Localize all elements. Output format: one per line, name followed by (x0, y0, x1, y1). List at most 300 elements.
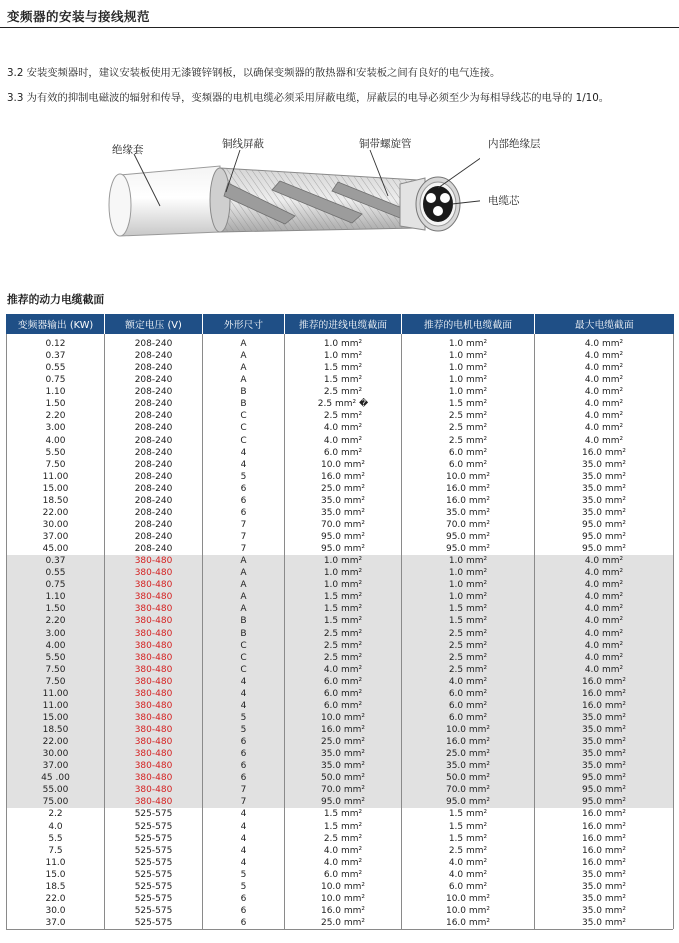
cell-motor-cable: 1.0 mm² (402, 350, 535, 362)
table-row (7, 905, 674, 917)
table-row (7, 917, 674, 929)
cell-voltage: 208-240 (105, 483, 203, 495)
cell-input-cable: 70.0 mm² (285, 784, 402, 796)
cell-voltage: 208-240 (105, 543, 203, 555)
table-row (7, 628, 674, 640)
cell-motor-cable: 16.0 mm² (402, 483, 535, 495)
cell-output-kw: 15.00 (7, 712, 105, 724)
group-208-240 (7, 334, 674, 555)
cell-max-cable: 4.0 mm² (535, 555, 674, 567)
cell-input-cable: 35.0 mm² (285, 495, 402, 507)
cell-frame: A (203, 591, 285, 603)
cell-output-kw: 7.50 (7, 664, 105, 676)
cell-voltage: 380-480 (105, 555, 203, 567)
cell-voltage: 525-575 (105, 881, 203, 893)
cell-voltage: 525-575 (105, 845, 203, 857)
cell-output-kw: 18.50 (7, 724, 105, 736)
page-title: 变频器的安装与接线规范 (7, 9, 151, 24)
cell-voltage: 208-240 (105, 495, 203, 507)
cell-frame: A (203, 579, 285, 591)
cell-max-cable: 4.0 mm² (535, 398, 674, 410)
cell-motor-cable: 2.5 mm² (402, 410, 535, 422)
cell-motor-cable: 1.0 mm² (402, 591, 535, 603)
cell-output-kw: 5.5 (7, 833, 105, 845)
cell-max-cable: 35.0 mm² (535, 748, 674, 760)
table-row (7, 857, 674, 869)
cell-voltage: 208-240 (105, 350, 203, 362)
cell-voltage: 208-240 (105, 519, 203, 531)
cell-motor-cable: 2.5 mm² (402, 640, 535, 652)
paragraph-3-3: 3.3 为有效的抑制电磁波的辐射和传导，变频器的电机电缆必须采用屏蔽电缆，屏蔽层的电导必须至少为每相导线芯的电导的 1/10。 (7, 92, 610, 104)
cell-output-kw: 1.10 (7, 386, 105, 398)
cell-frame: 6 (203, 748, 285, 760)
cell-voltage: 380-480 (105, 784, 203, 796)
cell-output-kw: 22.0 (7, 893, 105, 905)
table-row (7, 808, 674, 820)
cell-voltage: 525-575 (105, 833, 203, 845)
cell-max-cable: 95.0 mm² (535, 784, 674, 796)
cell-max-cable: 4.0 mm² (535, 664, 674, 676)
table-row (7, 374, 674, 386)
cell-frame: B (203, 615, 285, 627)
cell-input-cable: 1.5 mm² (285, 615, 402, 627)
cell-voltage: 380-480 (105, 567, 203, 579)
table-row (7, 422, 674, 434)
cell-output-kw: 4.0 (7, 821, 105, 833)
table-row (7, 555, 674, 567)
cell-output-kw: 18.5 (7, 881, 105, 893)
cell-input-cable: 10.0 mm² (285, 881, 402, 893)
cell-motor-cable: 6.0 mm² (402, 881, 535, 893)
cell-input-cable: 2.5 mm² (285, 833, 402, 845)
cell-motor-cable: 35.0 mm² (402, 507, 535, 519)
header-output-kw: 变频器输出 (KW) (7, 314, 105, 334)
table-row (7, 700, 674, 712)
cell-max-cable: 4.0 mm² (535, 567, 674, 579)
cell-voltage: 208-240 (105, 459, 203, 471)
cell-max-cable: 35.0 mm² (535, 459, 674, 471)
cell-output-kw: 11.00 (7, 471, 105, 483)
cell-output-kw: 7.50 (7, 459, 105, 471)
cell-motor-cable: 1.0 mm² (402, 334, 535, 350)
cell-motor-cable: 2.5 mm² (402, 435, 535, 447)
cell-motor-cable: 6.0 mm² (402, 688, 535, 700)
table-row (7, 410, 674, 422)
table-row (7, 772, 674, 784)
table-row (7, 603, 674, 615)
cell-frame: 4 (203, 857, 285, 869)
cell-frame: 4 (203, 821, 285, 833)
cell-input-cable: 1.5 mm² (285, 374, 402, 386)
cell-input-cable: 4.0 mm² (285, 422, 402, 434)
cell-input-cable: 35.0 mm² (285, 748, 402, 760)
cell-input-cable: 50.0 mm² (285, 772, 402, 784)
cell-frame: 5 (203, 471, 285, 483)
cell-max-cable: 4.0 mm² (535, 591, 674, 603)
group-380-480 (7, 555, 674, 808)
cell-output-kw: 4.00 (7, 435, 105, 447)
cell-output-kw: 11.0 (7, 857, 105, 869)
cell-voltage: 380-480 (105, 724, 203, 736)
cell-max-cable: 35.0 mm² (535, 507, 674, 519)
cell-input-cable: 25.0 mm² (285, 736, 402, 748)
cell-voltage: 380-480 (105, 579, 203, 591)
cell-max-cable: 35.0 mm² (535, 724, 674, 736)
cell-frame: 6 (203, 760, 285, 772)
cell-motor-cable: 1.5 mm² (402, 821, 535, 833)
cell-frame: A (203, 567, 285, 579)
cell-max-cable: 4.0 mm² (535, 579, 674, 591)
cell-motor-cable: 6.0 mm² (402, 700, 535, 712)
cell-output-kw: 7.5 (7, 845, 105, 857)
cell-input-cable: 10.0 mm² (285, 893, 402, 905)
table-row (7, 784, 674, 796)
cell-frame: 6 (203, 483, 285, 495)
cell-output-kw: 55.00 (7, 784, 105, 796)
cell-input-cable: 1.5 mm² (285, 808, 402, 820)
cell-voltage: 380-480 (105, 712, 203, 724)
cell-output-kw: 11.00 (7, 700, 105, 712)
cell-motor-cable: 25.0 mm² (402, 748, 535, 760)
cell-motor-cable: 95.0 mm² (402, 796, 535, 808)
cell-voltage: 208-240 (105, 507, 203, 519)
cell-input-cable: 35.0 mm² (285, 760, 402, 772)
cell-frame: 4 (203, 459, 285, 471)
cell-max-cable: 4.0 mm² (535, 652, 674, 664)
cell-voltage: 208-240 (105, 374, 203, 386)
cell-max-cable: 16.0 mm² (535, 857, 674, 869)
cell-voltage: 208-240 (105, 386, 203, 398)
cell-output-kw: 2.20 (7, 410, 105, 422)
cell-max-cable: 35.0 mm² (535, 483, 674, 495)
cell-max-cable: 16.0 mm² (535, 676, 674, 688)
cell-frame: 4 (203, 700, 285, 712)
table-row (7, 567, 674, 579)
cell-max-cable: 95.0 mm² (535, 531, 674, 543)
cell-frame: C (203, 435, 285, 447)
table-row (7, 543, 674, 555)
cell-voltage: 208-240 (105, 422, 203, 434)
cell-input-cable: 10.0 mm² (285, 459, 402, 471)
table-row (7, 893, 674, 905)
cell-motor-cable: 95.0 mm² (402, 531, 535, 543)
cell-output-kw: 37.00 (7, 760, 105, 772)
cell-voltage: 380-480 (105, 615, 203, 627)
cell-output-kw: 0.37 (7, 555, 105, 567)
table-row (7, 519, 674, 531)
power-cable-table (6, 314, 674, 929)
cell-output-kw: 22.00 (7, 736, 105, 748)
cell-input-cable: 1.0 mm² (285, 567, 402, 579)
cell-motor-cable: 2.5 mm² (402, 422, 535, 434)
cell-motor-cable: 6.0 mm² (402, 447, 535, 459)
cell-input-cable: 35.0 mm² (285, 507, 402, 519)
cell-output-kw: 30.00 (7, 748, 105, 760)
cell-output-kw: 1.50 (7, 398, 105, 410)
cell-max-cable: 16.0 mm² (535, 808, 674, 820)
cell-output-kw: 15.00 (7, 483, 105, 495)
cell-voltage: 380-480 (105, 688, 203, 700)
cell-output-kw: 22.00 (7, 507, 105, 519)
cell-motor-cable: 1.5 mm² (402, 615, 535, 627)
cell-max-cable: 16.0 mm² (535, 845, 674, 857)
cell-motor-cable: 10.0 mm² (402, 893, 535, 905)
header-max-cable: 最大电缆截面 (535, 314, 674, 334)
cell-max-cable: 4.0 mm² (535, 334, 674, 350)
cell-motor-cable: 6.0 mm² (402, 712, 535, 724)
table-row (7, 869, 674, 881)
cell-input-cable: 16.0 mm² (285, 724, 402, 736)
cell-frame: 7 (203, 784, 285, 796)
cell-voltage: 380-480 (105, 748, 203, 760)
cell-input-cable: 4.0 mm² (285, 435, 402, 447)
cell-output-kw: 5.50 (7, 447, 105, 459)
table-row (7, 845, 674, 857)
title-divider (0, 27, 679, 28)
cell-input-cable: 4.0 mm² (285, 664, 402, 676)
cell-frame: B (203, 386, 285, 398)
table-row (7, 760, 674, 772)
cell-voltage: 380-480 (105, 700, 203, 712)
cell-voltage: 380-480 (105, 772, 203, 784)
table-row (7, 435, 674, 447)
cell-frame: 4 (203, 808, 285, 820)
cell-output-kw: 0.55 (7, 567, 105, 579)
cell-input-cable: 2.5 mm² (285, 628, 402, 640)
table-row (7, 459, 674, 471)
cell-input-cable: 6.0 mm² (285, 447, 402, 459)
cell-motor-cable: 2.5 mm² (402, 628, 535, 640)
cell-frame: A (203, 374, 285, 386)
cell-output-kw: 45 .00 (7, 772, 105, 784)
table-row (7, 748, 674, 760)
cell-input-cable: 6.0 mm² (285, 676, 402, 688)
cell-voltage: 525-575 (105, 869, 203, 881)
cell-voltage: 208-240 (105, 410, 203, 422)
cell-voltage: 525-575 (105, 905, 203, 917)
cell-output-kw: 45.00 (7, 543, 105, 555)
cell-input-cable: 1.0 mm² (285, 334, 402, 350)
label-copper-braid-shield: 铜线屏蔽 (222, 138, 264, 150)
cell-frame: C (203, 652, 285, 664)
cell-input-cable: 6.0 mm² (285, 700, 402, 712)
table-row (7, 591, 674, 603)
cell-voltage: 525-575 (105, 821, 203, 833)
cell-motor-cable: 1.5 mm² (402, 808, 535, 820)
cell-frame: 4 (203, 845, 285, 857)
cell-motor-cable: 10.0 mm² (402, 471, 535, 483)
cell-input-cable: 70.0 mm² (285, 519, 402, 531)
table-row (7, 531, 674, 543)
cell-input-cable: 95.0 mm² (285, 531, 402, 543)
cell-max-cable: 35.0 mm² (535, 736, 674, 748)
table-bottom-border (6, 929, 673, 930)
cell-input-cable: 2.5 mm² (285, 386, 402, 398)
cell-max-cable: 95.0 mm² (535, 772, 674, 784)
cell-motor-cable: 1.0 mm² (402, 567, 535, 579)
cell-output-kw: 3.00 (7, 628, 105, 640)
cell-max-cable: 4.0 mm² (535, 386, 674, 398)
cell-motor-cable: 10.0 mm² (402, 905, 535, 917)
label-inner-insulation: 内部绝缘层 (488, 138, 541, 150)
cell-output-kw: 7.50 (7, 676, 105, 688)
cell-output-kw: 3.00 (7, 422, 105, 434)
table-row (7, 688, 674, 700)
cell-frame: B (203, 628, 285, 640)
cell-max-cable: 4.0 mm² (535, 603, 674, 615)
cell-max-cable: 35.0 mm² (535, 760, 674, 772)
cell-frame: 7 (203, 519, 285, 531)
cell-max-cable: 4.0 mm² (535, 640, 674, 652)
cell-max-cable: 35.0 mm² (535, 869, 674, 881)
cell-output-kw: 0.37 (7, 350, 105, 362)
table-row (7, 712, 674, 724)
cell-max-cable: 4.0 mm² (535, 374, 674, 386)
cell-max-cable: 4.0 mm² (535, 362, 674, 374)
cell-voltage: 525-575 (105, 893, 203, 905)
cell-input-cable: 2.5 mm² (285, 640, 402, 652)
label-insulation-sheath: 绝缘套 (112, 144, 144, 156)
cell-max-cable: 95.0 mm² (535, 796, 674, 808)
cell-motor-cable: 1.5 mm² (402, 398, 535, 410)
cell-input-cable: 1.5 mm² (285, 603, 402, 615)
table-row (7, 447, 674, 459)
cell-output-kw: 37.00 (7, 531, 105, 543)
cell-voltage: 380-480 (105, 603, 203, 615)
cell-input-cable: 16.0 mm² (285, 905, 402, 917)
cell-motor-cable: 2.5 mm² (402, 652, 535, 664)
cell-max-cable: 95.0 mm² (535, 543, 674, 555)
cell-frame: 6 (203, 495, 285, 507)
table-row (7, 652, 674, 664)
cell-motor-cable: 1.0 mm² (402, 579, 535, 591)
table-row (7, 334, 674, 350)
cell-input-cable: 25.0 mm² (285, 917, 402, 929)
cell-max-cable: 16.0 mm² (535, 688, 674, 700)
cell-voltage: 525-575 (105, 808, 203, 820)
cell-output-kw: 37.0 (7, 917, 105, 929)
cell-voltage: 208-240 (105, 435, 203, 447)
header-frame-size: 外形尺寸 (203, 314, 285, 334)
table-row (7, 676, 674, 688)
cell-voltage: 380-480 (105, 591, 203, 603)
table-row (7, 350, 674, 362)
cell-frame: 6 (203, 917, 285, 929)
cell-voltage: 525-575 (105, 917, 203, 929)
cell-input-cable: 25.0 mm² (285, 483, 402, 495)
cell-input-cable: 16.0 mm² (285, 471, 402, 483)
cell-voltage: 208-240 (105, 362, 203, 374)
cell-max-cable: 4.0 mm² (535, 628, 674, 640)
cell-voltage: 380-480 (105, 760, 203, 772)
cell-input-cable: 6.0 mm² (285, 869, 402, 881)
cell-frame: 4 (203, 676, 285, 688)
cell-output-kw: 0.75 (7, 579, 105, 591)
cell-frame: C (203, 664, 285, 676)
cell-voltage: 380-480 (105, 652, 203, 664)
cell-max-cable: 35.0 mm² (535, 917, 674, 929)
label-cable-core: 电缆芯 (488, 195, 520, 207)
cell-max-cable: 35.0 mm² (535, 495, 674, 507)
cell-max-cable: 16.0 mm² (535, 821, 674, 833)
cell-frame: 4 (203, 688, 285, 700)
table-row (7, 724, 674, 736)
cell-frame: C (203, 410, 285, 422)
cell-input-cable: 4.0 mm² (285, 845, 402, 857)
header-motor-cable: 推荐的电机电缆截面 (402, 314, 535, 334)
cell-motor-cable: 35.0 mm² (402, 760, 535, 772)
cell-output-kw: 30.00 (7, 519, 105, 531)
table-row (7, 833, 674, 845)
cell-input-cable: 2.5 mm² � (285, 398, 402, 410)
table-row (7, 615, 674, 627)
table-row (7, 821, 674, 833)
cell-motor-cable: 70.0 mm² (402, 519, 535, 531)
cell-input-cable: 1.0 mm² (285, 579, 402, 591)
cell-motor-cable: 16.0 mm² (402, 495, 535, 507)
cell-voltage: 380-480 (105, 664, 203, 676)
cell-frame: 5 (203, 724, 285, 736)
cell-max-cable: 4.0 mm² (535, 435, 674, 447)
cell-motor-cable: 1.5 mm² (402, 833, 535, 845)
cell-frame: 7 (203, 796, 285, 808)
table-row (7, 736, 674, 748)
cell-output-kw: 30.0 (7, 905, 105, 917)
cell-frame: 6 (203, 772, 285, 784)
cell-motor-cable: 2.5 mm² (402, 845, 535, 857)
shielded-cable-diagram (100, 128, 480, 248)
cell-input-cable: 10.0 mm² (285, 712, 402, 724)
cell-voltage: 208-240 (105, 471, 203, 483)
cell-frame: A (203, 603, 285, 615)
cell-voltage: 380-480 (105, 628, 203, 640)
table-row (7, 507, 674, 519)
cell-motor-cable: 16.0 mm² (402, 917, 535, 929)
cell-output-kw: 2.20 (7, 615, 105, 627)
cell-motor-cable: 1.0 mm² (402, 555, 535, 567)
cell-frame: 6 (203, 736, 285, 748)
table-row (7, 796, 674, 808)
cell-output-kw: 15.0 (7, 869, 105, 881)
cell-input-cable: 2.5 mm² (285, 410, 402, 422)
cell-max-cable: 35.0 mm² (535, 881, 674, 893)
label-copper-tape-helix: 铜带螺旋管 (359, 138, 412, 150)
cell-frame: A (203, 334, 285, 350)
cell-input-cable: 95.0 mm² (285, 796, 402, 808)
cell-max-cable: 4.0 mm² (535, 422, 674, 434)
cell-frame: A (203, 362, 285, 374)
cell-frame: 5 (203, 712, 285, 724)
cell-motor-cable: 50.0 mm² (402, 772, 535, 784)
cell-frame: B (203, 398, 285, 410)
cell-max-cable: 16.0 mm² (535, 700, 674, 712)
cell-frame: 4 (203, 447, 285, 459)
cell-input-cable: 1.5 mm² (285, 821, 402, 833)
cell-max-cable: 35.0 mm² (535, 712, 674, 724)
cell-motor-cable: 1.0 mm² (402, 374, 535, 386)
table-row (7, 398, 674, 410)
cell-motor-cable: 1.0 mm² (402, 386, 535, 398)
cell-output-kw: 5.50 (7, 652, 105, 664)
table-row (7, 362, 674, 374)
paragraph-3-2: 3.2 安装变频器时，建议安装板使用无漆镀锌钢板，以确保变频器的散热器和安装板之间有良好的电气连接。 (7, 67, 501, 79)
cell-frame: A (203, 350, 285, 362)
cell-voltage: 208-240 (105, 334, 203, 350)
cell-motor-cable: 2.5 mm² (402, 664, 535, 676)
cell-motor-cable: 95.0 mm² (402, 543, 535, 555)
table-row (7, 881, 674, 893)
cell-motor-cable: 70.0 mm² (402, 784, 535, 796)
